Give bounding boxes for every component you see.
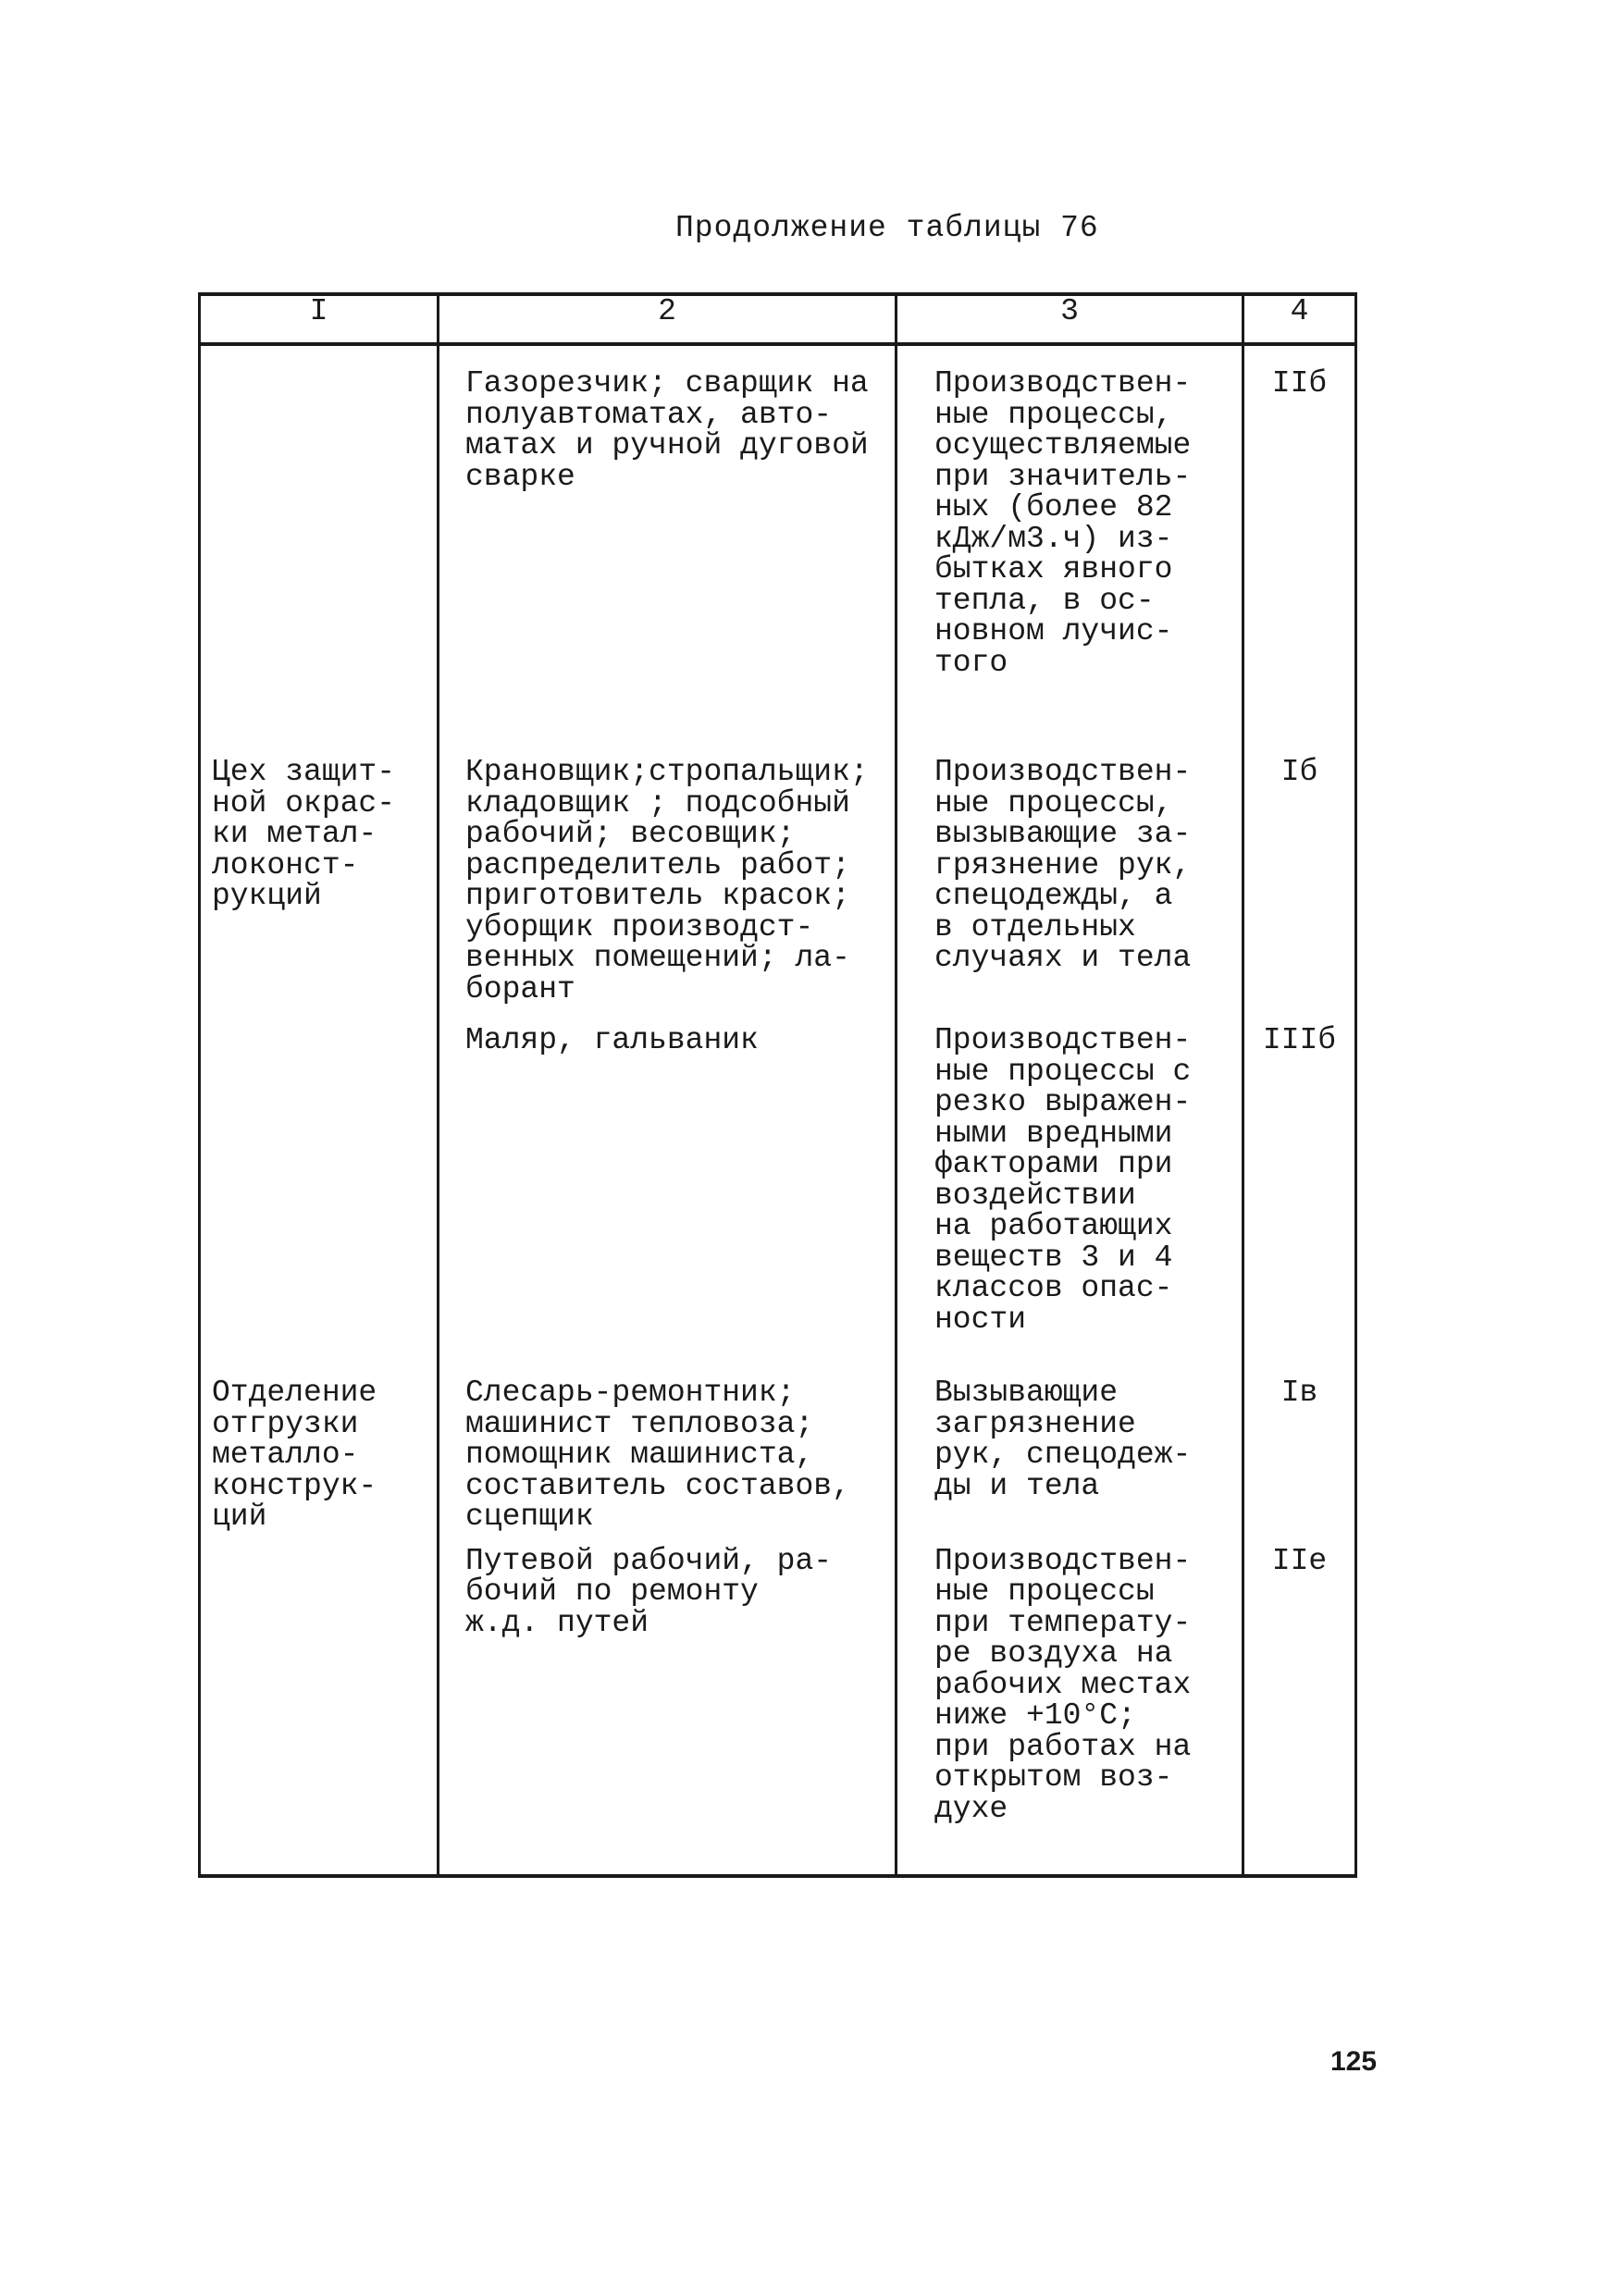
process-cell	[897, 1372, 1243, 1533]
group-text: Iб	[1280, 755, 1318, 789]
table-row	[200, 1533, 1356, 1876]
group-cell	[1243, 1533, 1356, 1876]
group-cell	[1243, 344, 1356, 747]
process-text: Производствен- ные процессы, осуществляемые при значитель- ных (более 82 кДж/м3.ч) из- бытках явного тепла, в ос- новном лучис- того	[934, 366, 1192, 680]
professions-text: Путевой рабочий, ра- бочий по ремонту ж.д. путей	[465, 1543, 833, 1640]
workshop-cell	[200, 747, 439, 1025]
page-number: 125	[1330, 2046, 1378, 2077]
workshop-cell	[200, 1372, 439, 1533]
process-text: Вызывающие загрязнение рук, спецодеж- ды и тела	[934, 1376, 1192, 1503]
professions-cell	[439, 747, 897, 1025]
table-row	[200, 747, 1356, 1025]
workshop-text: Отделение отгрузки металло- конструк- ций	[212, 1376, 377, 1534]
process-cell	[897, 1533, 1243, 1876]
header-cell-3: 3	[897, 294, 1243, 344]
professions-text: Слесарь-ремонтник; машинист тепловоза; помощник машиниста, составитель составов, сцепщик	[465, 1376, 850, 1534]
group-cell	[1243, 747, 1356, 1025]
workshop-cell	[200, 1533, 439, 1876]
process-cell	[897, 1025, 1243, 1372]
group-cell	[1243, 1372, 1356, 1533]
professions-text: Крановщик;стропальщик; кладовщик ; подсобный рабочий; весовщик; распределитель работ; приготовитель красок; уборщик производст- венных помещений; ла- борант	[465, 755, 869, 1006]
header-cell-4: 4	[1243, 294, 1356, 344]
workshop-cell	[200, 344, 439, 747]
professions-cell	[439, 1025, 897, 1372]
group-text: IIб	[1271, 366, 1328, 401]
professions-text: Газорезчик; сварщик на полуавтоматах, авто- матах и ручной дуговой сварке	[465, 366, 869, 494]
process-text: Производствен- ные процессы, вызывающие за- грязнение рук, спецодежды, а в отдельных случаях и тела	[934, 755, 1192, 975]
workshop-cell	[200, 1025, 439, 1372]
professions-text: Маляр, гальваник	[465, 1023, 759, 1057]
process-cell	[897, 747, 1243, 1025]
table-row	[200, 1372, 1356, 1533]
professions-cell	[439, 1533, 897, 1876]
workshop-text: Цех защит- ной окрас- ки метал- локонст- рукций	[212, 755, 396, 913]
table-caption: Продолжение таблицы 76	[675, 211, 1099, 245]
professions-cell	[439, 344, 897, 747]
table-row	[200, 344, 1356, 747]
header-cell-1: I	[200, 294, 439, 344]
group-cell	[1243, 1025, 1356, 1372]
process-cell	[897, 344, 1243, 747]
group-text: IIе	[1271, 1543, 1328, 1578]
data-table	[198, 292, 1357, 1878]
professions-cell	[439, 1372, 897, 1533]
header-cell-2: 2	[439, 294, 897, 344]
header-row	[200, 294, 1356, 344]
group-text: Iв	[1280, 1376, 1318, 1410]
process-text: Производствен- ные процессы при температу- ре воздуха на рабочих местах ниже +10°С; при работах на открытом воз- духе	[934, 1543, 1192, 1826]
table-row	[200, 1025, 1356, 1372]
group-text: IIIб	[1262, 1023, 1337, 1057]
process-text: Производствен- ные процессы с резко выражен- ными вредными факторами при воздействии на работающих веществ 3 и 4 классов опас- ности	[934, 1023, 1192, 1337]
